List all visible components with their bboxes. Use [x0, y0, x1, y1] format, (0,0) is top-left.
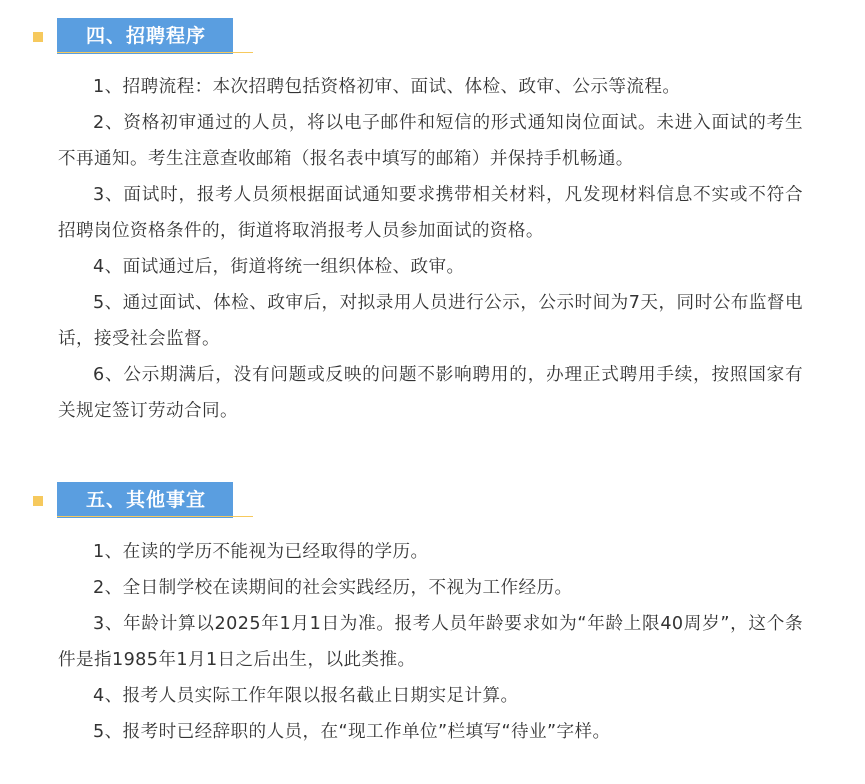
list-item: 1、招聘流程：本次招聘包括资格初审、面试、体检、政审、公示等流程。: [93, 77, 681, 97]
section-underline: [57, 516, 253, 517]
section-title: 四、招聘程序: [86, 25, 207, 47]
section-title: 五、其他事宜: [86, 489, 207, 511]
list-item: 3、年龄计算以2025年1月1日为准。报考人员年龄要求如为“年龄上限40周岁”，这个条件是指1985年1月1日之后出生，以此类推。: [58, 614, 803, 670]
list-item: 1、在读的学历不能视为已经取得的学历。: [93, 542, 429, 562]
list-item: 2、资格初审通过的人员，将以电子邮件和短信的形式通知岗位面试。未进入面试的考生不再通知。考生注意查收邮箱（报名表中填写的邮箱）并保持手机畅通。: [58, 113, 803, 169]
list-item: 5、通过面试、体检、政审后，对拟录用人员进行公示，公示时间为7天，同时公布监督电话，接受社会监督。: [58, 293, 803, 349]
list-item: 2、全日制学校在读期间的社会实践经历，不视为工作经历。: [93, 578, 573, 598]
section-bullet-icon: [33, 496, 43, 506]
list-item: 6、公示期满后，没有问题或反映的问题不影响聘用的，办理正式聘用手续，按照国家有关规定签订劳动合同。: [58, 365, 803, 421]
list-item: 3、面试时，报考人员须根据面试通知要求携带相关材料，凡发现材料信息不实或不符合招聘岗位资格条件的，街道将取消报考人员参加面试的资格。: [58, 185, 803, 241]
list-item: 4、面试通过后，街道将统一组织体检、政审。: [93, 257, 465, 277]
list-item: 5、报考时已经辞职的人员，在“现工作单位”栏填写“待业”字样。: [93, 722, 611, 742]
list-item: 4、报考人员实际工作年限以报名截止日期实足计算。: [93, 686, 519, 706]
